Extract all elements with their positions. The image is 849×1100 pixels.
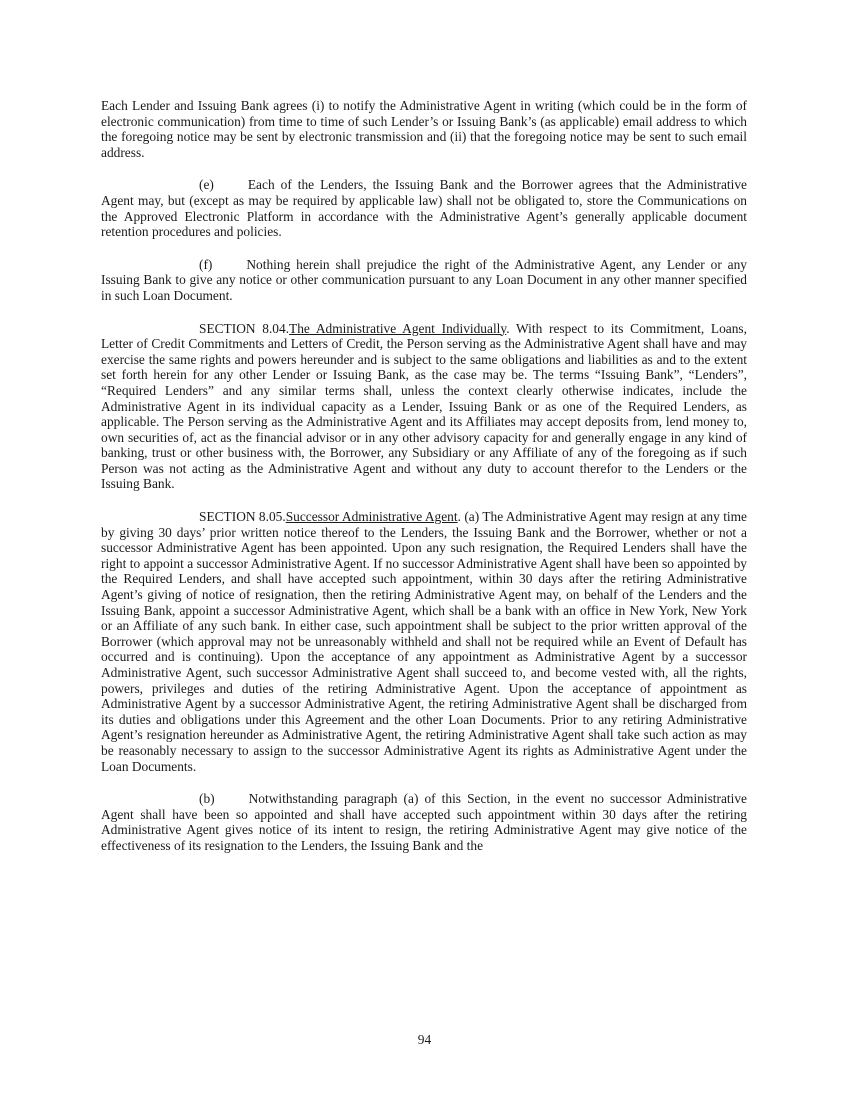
section-text: . (a) The Administrative Agent may resign at any time by giving 30 days’ prior written notice thereof to the Lenders, the Issuing Bank and the Borrower, whether or not a successor Administrative Agent has been appointed. Upon any such resignation, the Required Lenders shall have the right to appoint a successor Administrative Agent. If no successor Administrative Agent shall have been so appointed by the Required Lenders, and shall have accepted such appointment, within 30 days after the retiring Administrative Agent’s giving of notice of resignation, then the retiring Administrative Agent may, on behalf of the Lenders and the Issuing Bank, appoint a successor Administrative Agent, which shall be a bank with an office in New York, New York or an Affiliate of any such bank. In either case, such appointment shall be subject to the prior written approval of the Borrower (which approval may not be unreasonably withheld and shall not be required while an Event of Default has occurred and is continuing). Upon the acceptance of any appointment as Administrative Agent by a successor Administrative Agent, such successor Administrative Agent shall succeed to, and become vested with, all the rights, powers, privileges and duties of the retiring Administrative Agent. Upon the acceptance of appointment as Administrative Agent by a successor Administrative Agent, the retiring Administrative Agent shall be discharged from its duties and obligations under this Agreement and the other Loan Documents. Prior to any retiring Administrative Agent’s resignation hereunder as Administrative Agent, the retiring Administrative Agent shall take such action as may be reasonably necessary to assign to the successor Administrative Agent its rights as Administrative Agent under the Loan Documents. <box>101 509 747 774</box>
paragraph-marker: (b) <box>199 791 215 807</box>
paragraph-f <box>101 257 747 304</box>
paragraph-marker: (e) <box>199 177 214 193</box>
paragraph-text: Nothing herein shall prejudice the right of the Administrative Agent, any Lender or any Issuing Bank to give any notice or other communication pursuant to any Loan Document in any other manner specified in such Loan Document. <box>101 256 747 303</box>
section-title: Successor Administrative Agent <box>285 509 458 525</box>
section-8-04 <box>101 321 747 493</box>
paragraph-e <box>101 177 747 239</box>
section-text: . With respect to its Commitment, Loans, Letter of Credit Commitments and Letters of Credit, the Person serving as the Administrative Agent shall have and may exercise the same rights and powers hereunder and is subject to the same obligations and liabilities as and to the extent set forth herein for any other Lender or Issuing Bank, as the case may be. The terms “Issuing Bank”, “Lenders”, “Required Lenders” and any similar terms shall, unless the context clearly otherwise indicates, include the Administrative Agent in its individual capacity as a Lender, Issuing Bank or as one of the Required Lenders, as applicable. The Person serving as the Administrative Agent and its Affiliates may accept deposits from, lend money to, own securities of, act as the financial advisor or in any other advisory capacity for and generally engage in any kind of banking, trust or other business with, the Borrower, any Subsidiary or any Affiliate of any of the foregoing as if such Person was not acting as the Administrative Agent and without any duty to account therefor to the Lenders or the Issuing Bank. <box>101 320 747 492</box>
section-title: The Administrative Agent Individually <box>289 320 507 336</box>
paragraph-text: Notwithstanding paragraph (a) of this Section, in the event no successor Administrative Agent shall have been so appointed and shall have accepted such appointment within 30 days after the retiring Administrative Agent gives notice of its intent to resign, the retiring Administrative Agent may give notice of the effectiveness of its resignation to the Lenders, the Issuing Bank and the <box>101 791 747 853</box>
page-number: 94 <box>417 1032 432 1047</box>
section-number: SECTION 8.05. <box>199 509 286 525</box>
paragraph-text: Each of the Lenders, the Issuing Bank and the Borrower agrees that the Administrative Agent may, but (except as may be required by applicable law) shall not be obligated to, store the Communications on the Approved Electronic Platform in accordance with the Administrative Agent’s generally applicable document retention procedures and policies. <box>101 177 747 240</box>
paragraph-b <box>101 791 747 853</box>
section-8-05 <box>101 509 747 774</box>
paragraph-marker: (f) <box>199 256 213 272</box>
document-body <box>101 98 747 871</box>
section-number: SECTION 8.04. <box>199 320 290 336</box>
paragraph-email-notification: Each Lender and Issuing Bank agrees (i) to notify the Administrative Agent in writing (which could be in the form of electronic communication) from time to time of such Lender’s or Issuing Bank’s (as applicable) email address to which the foregoing notice may be sent by electronic transmission and (ii) that the foregoing notice may be sent to such email address. <box>101 98 747 160</box>
